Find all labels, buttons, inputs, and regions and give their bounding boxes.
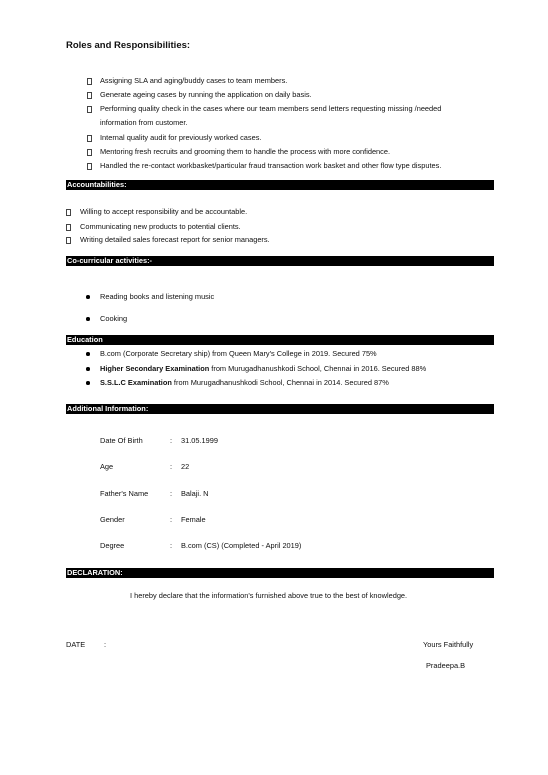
education-item-title: Higher Secondary Examination bbox=[100, 364, 210, 373]
info-label-age: Age bbox=[100, 462, 114, 471]
cocurricular-heading-bar bbox=[66, 256, 494, 266]
bullet-box-icon bbox=[87, 106, 92, 113]
declaration-heading-bar bbox=[66, 568, 494, 578]
roles-item: Generate ageing cases by running the application on daily basis. bbox=[100, 90, 312, 99]
bullet-dot-icon bbox=[86, 295, 90, 299]
roles-item: Internal quality audit for previously worked cases. bbox=[100, 133, 262, 142]
roles-item: Mentoring fresh recruits and grooming them to handle the process with more confidence. bbox=[100, 147, 391, 156]
accountability-item: Willing to accept responsibility and be accountable. bbox=[80, 207, 248, 216]
roles-item: Assigning SLA and aging/buddy cases to team members. bbox=[100, 76, 288, 85]
roles-item: Performing quality check in the cases where our team members send letters requesting missing /needed bbox=[100, 104, 442, 113]
accountabilities-heading: Accountabilities: bbox=[67, 180, 127, 189]
cocurricular-item: Reading books and listening music bbox=[100, 292, 215, 301]
additional-heading-bar bbox=[66, 404, 494, 414]
date-label: DATE bbox=[66, 640, 86, 649]
roles-item: Handled the re-contact workbasket/particular fraud transaction work basket and other flow type disputes. bbox=[100, 161, 442, 170]
additional-heading: Additional Information: bbox=[67, 404, 149, 413]
date-separator: : bbox=[104, 640, 107, 649]
bullet-box-icon bbox=[87, 92, 92, 99]
declaration-heading: DECLARATION: bbox=[67, 568, 123, 577]
bullet-box-icon bbox=[66, 209, 71, 216]
education-item-title: S.S.L.C Examination bbox=[100, 378, 172, 387]
roles-heading: Roles and Responsibilities: bbox=[66, 40, 191, 51]
bullet-box-icon bbox=[87, 149, 92, 156]
accountability-item: Writing detailed sales forecast report for senior managers. bbox=[80, 235, 270, 244]
education-heading: Education bbox=[67, 335, 103, 344]
info-label-gender: Gender bbox=[100, 515, 125, 524]
cocurricular-heading: Co-curricular activities:- bbox=[67, 256, 153, 265]
accountability-item: Communicating new products to potential clients. bbox=[80, 222, 241, 231]
education-item-text: from Murugadhanushkodi School, Chennai in 2014. Secured 87% bbox=[171, 378, 389, 387]
info-value-age: 22 bbox=[181, 462, 190, 471]
info-separator: : bbox=[170, 515, 173, 524]
education-item bbox=[100, 378, 389, 388]
closing-text: Yours Faithfully bbox=[423, 640, 474, 649]
roles-item-continued: information from customer. bbox=[100, 118, 188, 127]
bullet-dot-icon bbox=[86, 367, 90, 371]
bullet-box-icon bbox=[87, 78, 92, 85]
info-label-father: Father's Name bbox=[100, 489, 149, 498]
bullet-box-icon bbox=[87, 163, 92, 170]
education-item-text: B.com (Corporate Secretary ship) from Queen Mary's College in 2019. Secured 75% bbox=[100, 349, 377, 358]
signature-name: Pradeepa.B bbox=[426, 661, 466, 670]
cocurricular-item: Cooking bbox=[100, 314, 128, 323]
info-value-gender: Female bbox=[181, 515, 206, 524]
info-separator: : bbox=[170, 541, 173, 550]
education-item-text: from Murugadhanushkodi School, Chennai in 2016. Secured 88% bbox=[209, 364, 427, 373]
education-item bbox=[100, 349, 377, 359]
bullet-box-icon bbox=[87, 135, 92, 142]
info-label-dob: Date Of Birth bbox=[100, 436, 143, 445]
education-heading-bar bbox=[66, 335, 494, 345]
declaration-text: I hereby declare that the information's furnished above true to the best of knowledge. bbox=[130, 591, 408, 600]
info-separator: : bbox=[170, 489, 173, 498]
bullet-dot-icon bbox=[86, 352, 90, 356]
accountabilities-heading-bar bbox=[66, 180, 494, 190]
bullet-dot-icon bbox=[86, 381, 90, 385]
bullet-box-icon bbox=[66, 237, 71, 244]
bullet-dot-icon bbox=[86, 317, 90, 321]
info-separator: : bbox=[170, 436, 173, 445]
info-separator: : bbox=[170, 462, 173, 471]
info-label-degree: Degree bbox=[100, 541, 125, 550]
info-value-father: Balaji. N bbox=[181, 489, 209, 498]
bullet-box-icon bbox=[66, 224, 71, 231]
info-value-degree: B.com (CS) (Completed - April 2019) bbox=[181, 541, 302, 550]
info-value-dob: 31.05.1999 bbox=[181, 436, 218, 445]
education-item bbox=[100, 364, 426, 374]
